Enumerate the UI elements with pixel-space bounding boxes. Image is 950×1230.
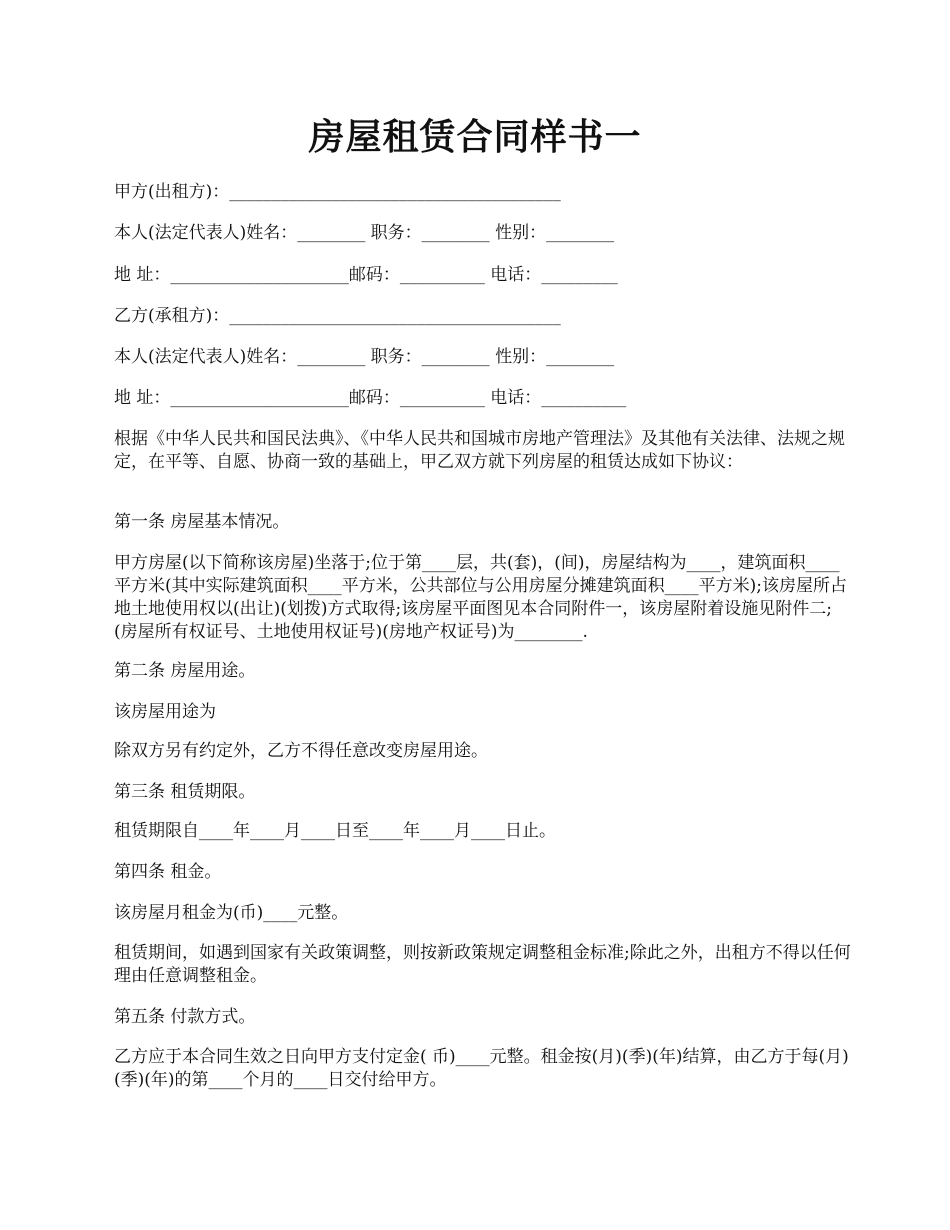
party-b-line: 乙方(承租方)：_______________________________________	[114, 306, 561, 326]
article-1-heading: 第一条 房屋基本情况。	[114, 512, 290, 532]
article-4-heading: 第四条 租金。	[114, 862, 222, 882]
article-2-body: 该房屋用途为	[114, 702, 216, 722]
article-5-body: 乙方应于本合同生效之日向甲方支付定金( 币)____元整。租金按(月)(季)(年)结算，由乙方于每(月)(季)(年)的第____个月的____日交付给甲方。	[114, 1047, 849, 1090]
article-2-heading: 第二条 房屋用途。	[114, 661, 256, 681]
article-5-heading: 第五条 付款方式。	[114, 1007, 256, 1027]
party-b-representative-line: 本人(法定代表人)姓名：________ 职务：________ 性别：________	[114, 347, 615, 367]
article-1-body: 甲方房屋(以下简称该房屋)坐落于;位于第____层，共(套)，(间)，房屋结构为____，建筑面积____平方米(其中实际建筑面积____平方米，公共部位与公用房屋分摊建筑面积____平方米);该房屋所占地土地使用权以(出让)(划拨)方式取得;该房屋平面图见本合同附件一，该房屋附着设施见附件二;(房屋所有权证号、土地使用权证号)(房地产权证号)为________.	[114, 553, 847, 642]
article-4-body: 该房屋月租金为(币)____元整。	[114, 903, 349, 923]
preamble-paragraph: 根据《中华人民共和国民法典》、《中华人民共和国城市房地产管理法》及其他有关法律、法规之规定，在平等、自愿、协商一致的基础上，甲乙双方就下列房屋的租赁达成如下协议：	[114, 429, 845, 472]
document-title: 房屋租赁合同样书一	[308, 116, 642, 158]
article-4-note: 租赁期间，如遇到国家有关政策调整，则按新政策规定调整租金标准;除此之外，出租方不得以任何理由任意调整租金。	[114, 943, 851, 986]
party-a-representative-line: 本人(法定代表人)姓名：________ 职务：________ 性别：________	[114, 223, 615, 243]
party-a-address-line: 地 址：_____________________邮码：__________ 电话：_________	[114, 265, 618, 285]
party-b-address-line: 地 址：_____________________邮码：__________ 电话：__________	[114, 388, 627, 408]
party-a-line: 甲方(出租方)：_______________________________________	[114, 182, 561, 202]
article-2-note: 除双方另有约定外，乙方不得任意改变房屋用途。	[114, 741, 488, 761]
article-3-body: 租赁期限自____年____月____日至____年____月____日止。	[114, 821, 556, 841]
article-3-heading: 第三条 租赁期限。	[114, 782, 256, 802]
